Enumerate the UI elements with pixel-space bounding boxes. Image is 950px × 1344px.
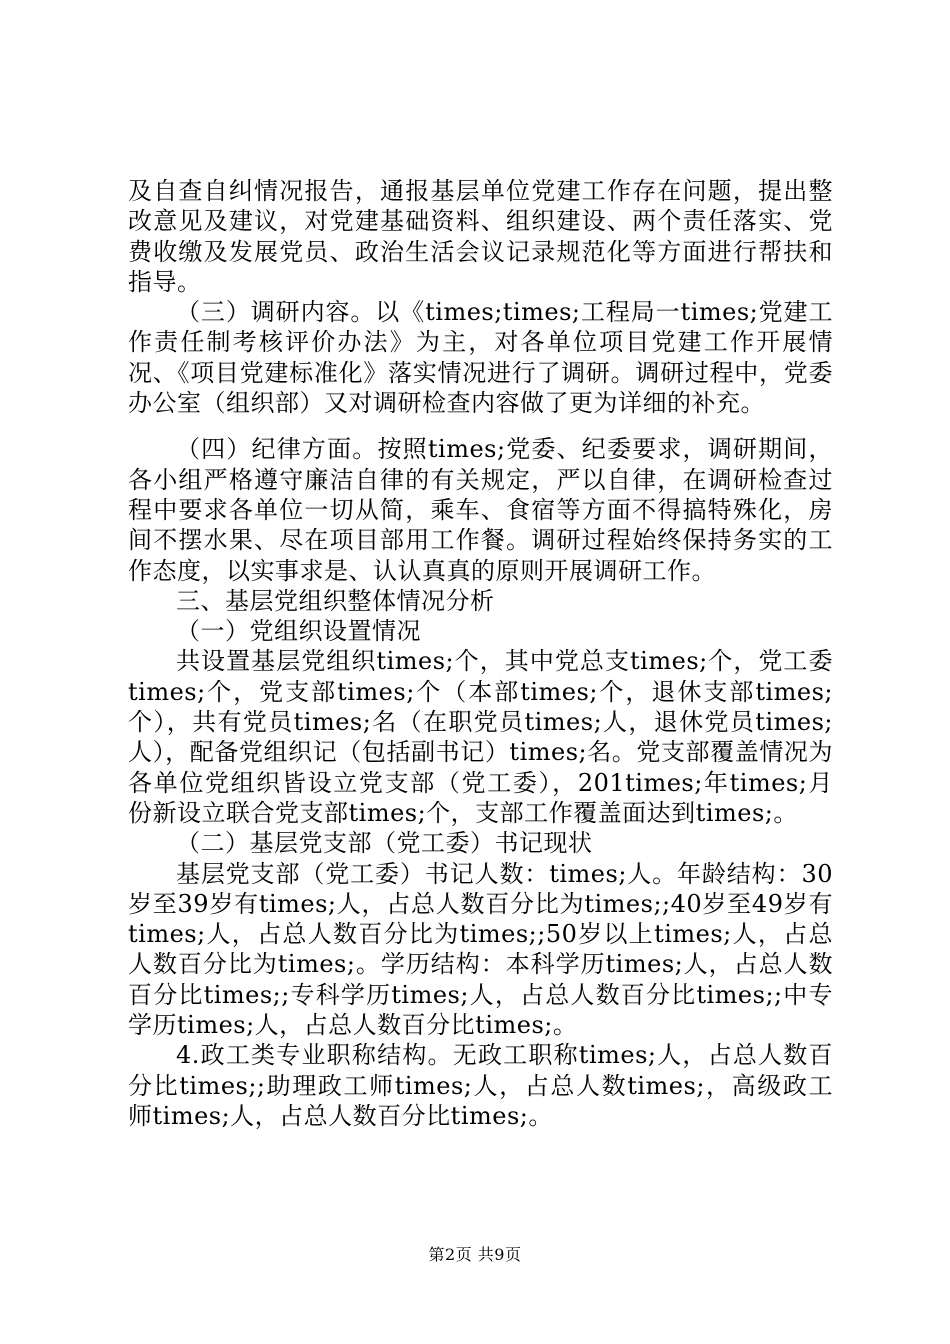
page-number-footer: 第2页 共9页: [428, 1245, 522, 1264]
paragraph-secretary-status: 基层党支部（党工委）书记人数：times;人。年龄结构：30岁至39岁有times;人，占总人数百分比为times;;40岁至49岁有times;人，占总人数百分比为times;;50岁以上times;人，占总人数百分比为times;。学历结构：本科学历times;人，占总人数百分比times;;专科学历times;人，占总人数百分比times;;中专学历times;人，占总人数百分比times;。: [128, 859, 833, 1040]
paragraph-discipline: （四）纪律方面。按照times;党委、纪委要求，调研期间，各小组严格遵守廉洁自律的有关规定，严以自律，在调研检查过程中要求各单位一切从简，乘车、食宿等方面不得搞特殊化，房间不摆水果、尽在项目部用工作餐。调研过程始终保持务实的工作态度，以实事求是、认认真真的原则开展调研工作。: [128, 435, 833, 585]
paragraph-inspection-report: 及自查自纠情况报告，通报基层单位党建工作存在问题，提出整改意见及建议，对党建基础资料、组织建设、两个责任落实、党费收缴及发展党员、政治生活会议记录规范化等方面进行帮扶和指导。: [128, 177, 833, 296]
subheading-secretary-status: （二）基层党支部（党工委）书记现状: [176, 829, 593, 858]
subheading-org-setup: （一）党组织设置情况: [176, 617, 421, 646]
paragraph-research-content: （三）调研内容。以《times;times;工程局一times;党建工作责任制考核评价办法》为主，对各单位项目党建工作开展情况、《项目党建标准化》落实情况进行了调研。调研过程中，党委办公室（组织部）又对调研检查内容做了更为详细的补充。: [128, 298, 833, 418]
document-body: [128, 176, 833, 1131]
paragraph-title-structure: 4.政工类专业职称结构。无政工职称times;人，占总人数百分比times;;助理政工师times;人，占总人数times;，高级政工师times;人，占总人数百分比times;。: [128, 1041, 833, 1130]
paragraph-org-setup: 共设置基层党组织times;个，其中党总支times;个，党工委times;个，党支部times;个（本部times;个，退休支部times;个），共有党员times;名（在职党员times;人，退休党员times;人），配备党组织记（包括副书记）times;名。党支部覆盖情况为各单位党组织皆设立党支部（党工委），201times;年times;月份新设立联合党支部times;个，支部工作覆盖面达到times;。: [128, 647, 833, 827]
section-heading-analysis: 三、基层党组织整体情况分析: [176, 586, 495, 615]
